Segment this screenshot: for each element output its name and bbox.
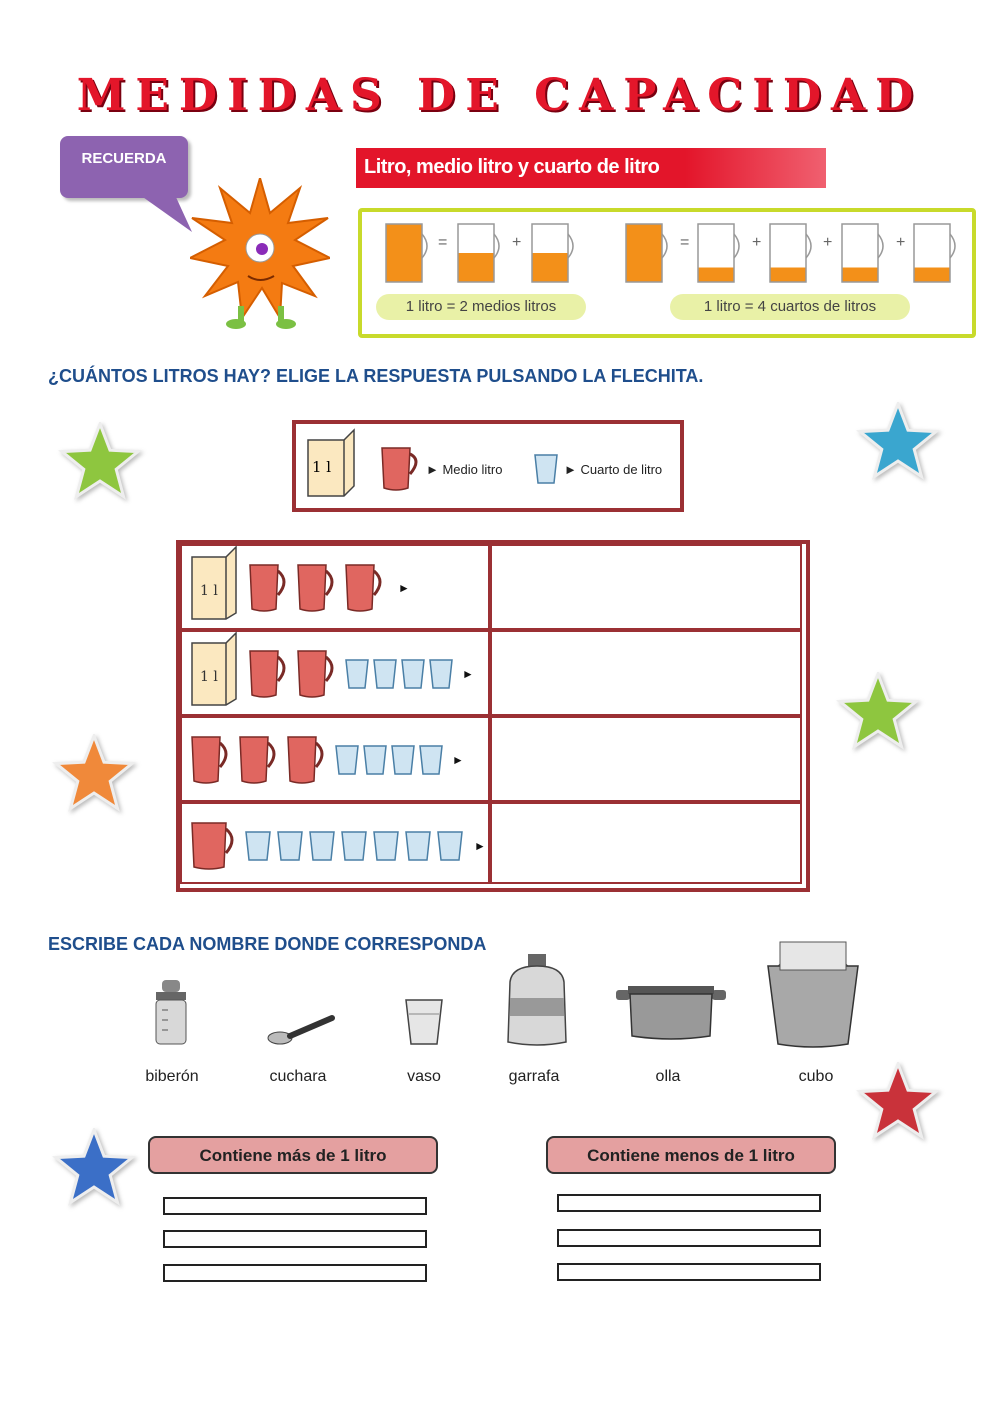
glass-icon xyxy=(278,832,302,860)
jar-icon xyxy=(376,442,424,494)
glass-icon xyxy=(374,660,396,688)
jar-icon xyxy=(346,565,380,611)
dropdown-arrow-icon[interactable]: ► xyxy=(452,753,464,767)
milk-carton-icon xyxy=(192,633,236,705)
equation-medios: 1 litro = 2 medios litros xyxy=(376,294,586,320)
glass-icon xyxy=(430,660,452,688)
beaker-icon xyxy=(532,224,573,282)
liquid-jugs-diagram xyxy=(376,218,966,288)
beaker-icon xyxy=(842,224,883,282)
jar-icon xyxy=(298,565,332,611)
glass-icon xyxy=(402,660,424,688)
label-cubo: cubo xyxy=(798,1068,834,1085)
monster-icon xyxy=(190,178,330,333)
label-vaso: vaso xyxy=(407,1068,441,1085)
recuerda-label: RECUERDA xyxy=(81,150,167,167)
beaker-icon xyxy=(458,224,499,282)
label-olla: olla xyxy=(655,1068,681,1085)
jar-icon xyxy=(250,565,284,611)
jar-icon xyxy=(298,651,332,697)
water-jug-icon xyxy=(500,952,574,1050)
plus-sign: + xyxy=(896,234,906,251)
equals-sign: = xyxy=(438,234,448,251)
beaker-icon xyxy=(914,224,955,282)
jar-icon xyxy=(192,737,226,783)
orange-star-icon xyxy=(52,734,136,818)
green-star-icon xyxy=(58,422,142,506)
glass-icon xyxy=(364,746,386,774)
plus-sign: + xyxy=(752,234,762,251)
equation-cuartos: 1 litro = 4 cuartos de litros xyxy=(670,294,910,320)
carton-label: 1 l xyxy=(200,669,218,685)
bucket-icon xyxy=(760,936,866,1052)
label-garrafa: garrafa xyxy=(508,1068,560,1085)
row-4-answer[interactable] xyxy=(490,802,802,884)
glass-icon xyxy=(246,832,270,860)
beaker-icon xyxy=(626,224,667,282)
glass-icon xyxy=(342,832,366,860)
glass-icon xyxy=(336,746,358,774)
drinking-glass-icon xyxy=(402,996,446,1048)
glass-icon xyxy=(392,746,414,774)
milk-carton-icon xyxy=(192,547,236,619)
glass-icon xyxy=(438,832,462,860)
section-title-nombres: ESCRIBE CADA NOMBRE DONDE CORRESPONDA xyxy=(48,934,487,954)
glass-icon xyxy=(420,746,442,774)
label-biberon: biberón xyxy=(145,1068,199,1085)
speech-bubble xyxy=(60,136,188,198)
answer-field-mas-3[interactable] xyxy=(163,1264,427,1282)
cooking-pot-icon xyxy=(612,980,730,1046)
jar-icon xyxy=(250,651,284,697)
row-1-answer[interactable] xyxy=(490,544,802,630)
carton-label: 1 l xyxy=(200,583,218,599)
glass-icon xyxy=(346,660,368,688)
baby-bottle-icon xyxy=(150,976,194,1050)
answer-field-menos-1[interactable] xyxy=(557,1194,821,1212)
glass-icon xyxy=(406,832,430,860)
section-title-litros: ¿CUÁNTOS LITROS HAY? ELIGE LA RESPUESTA PULSANDO LA FLECHITA. xyxy=(48,366,704,386)
blue-star-icon xyxy=(52,1128,136,1212)
carton-label: 1 l xyxy=(312,458,332,476)
dropdown-arrow-icon[interactable]: ► xyxy=(398,581,410,595)
beaker-icon xyxy=(698,224,739,282)
dropdown-arrow-icon[interactable]: ► xyxy=(462,667,474,681)
label-cuchara: cuchara xyxy=(269,1068,327,1085)
answer-field-menos-2[interactable] xyxy=(557,1229,821,1247)
glass-icon xyxy=(310,832,334,860)
legend-medio-litro: ► Medio litro xyxy=(426,462,503,477)
row-2-answer[interactable] xyxy=(490,630,802,716)
jar-icon xyxy=(240,737,274,783)
beaker-icon xyxy=(770,224,811,282)
page-title: MEDIDAS DE CAPACIDAD xyxy=(76,70,924,121)
blue-star-icon xyxy=(856,402,940,486)
answer-field-mas-1[interactable] xyxy=(163,1197,427,1215)
plus-sign: + xyxy=(512,234,522,251)
equals-sign: = xyxy=(680,234,690,251)
dropdown-arrow-icon[interactable]: ► xyxy=(474,839,486,853)
jar-icon xyxy=(288,737,322,783)
answer-field-menos-3[interactable] xyxy=(557,1263,821,1281)
answer-field-mas-2[interactable] xyxy=(163,1230,427,1248)
category-menos-de-1-litro: Contiene menos de 1 litro xyxy=(546,1136,836,1174)
row-images-art xyxy=(180,544,490,884)
green-star-icon xyxy=(836,672,920,756)
row-3-answer[interactable] xyxy=(490,716,802,802)
plus-sign: + xyxy=(823,234,833,251)
category-mas-de-1-litro: Contiene más de 1 litro xyxy=(148,1136,438,1174)
legend-cuarto-litro: ► Cuarto de litro xyxy=(564,462,663,477)
jar-icon xyxy=(192,823,232,869)
beaker-icon xyxy=(386,224,427,282)
spoon-icon xyxy=(266,1012,336,1048)
glass-icon xyxy=(532,452,560,486)
glass-icon xyxy=(374,832,398,860)
banner-title: Litro, medio litro y cuarto de litro xyxy=(364,156,660,178)
red-star-icon xyxy=(856,1062,940,1146)
